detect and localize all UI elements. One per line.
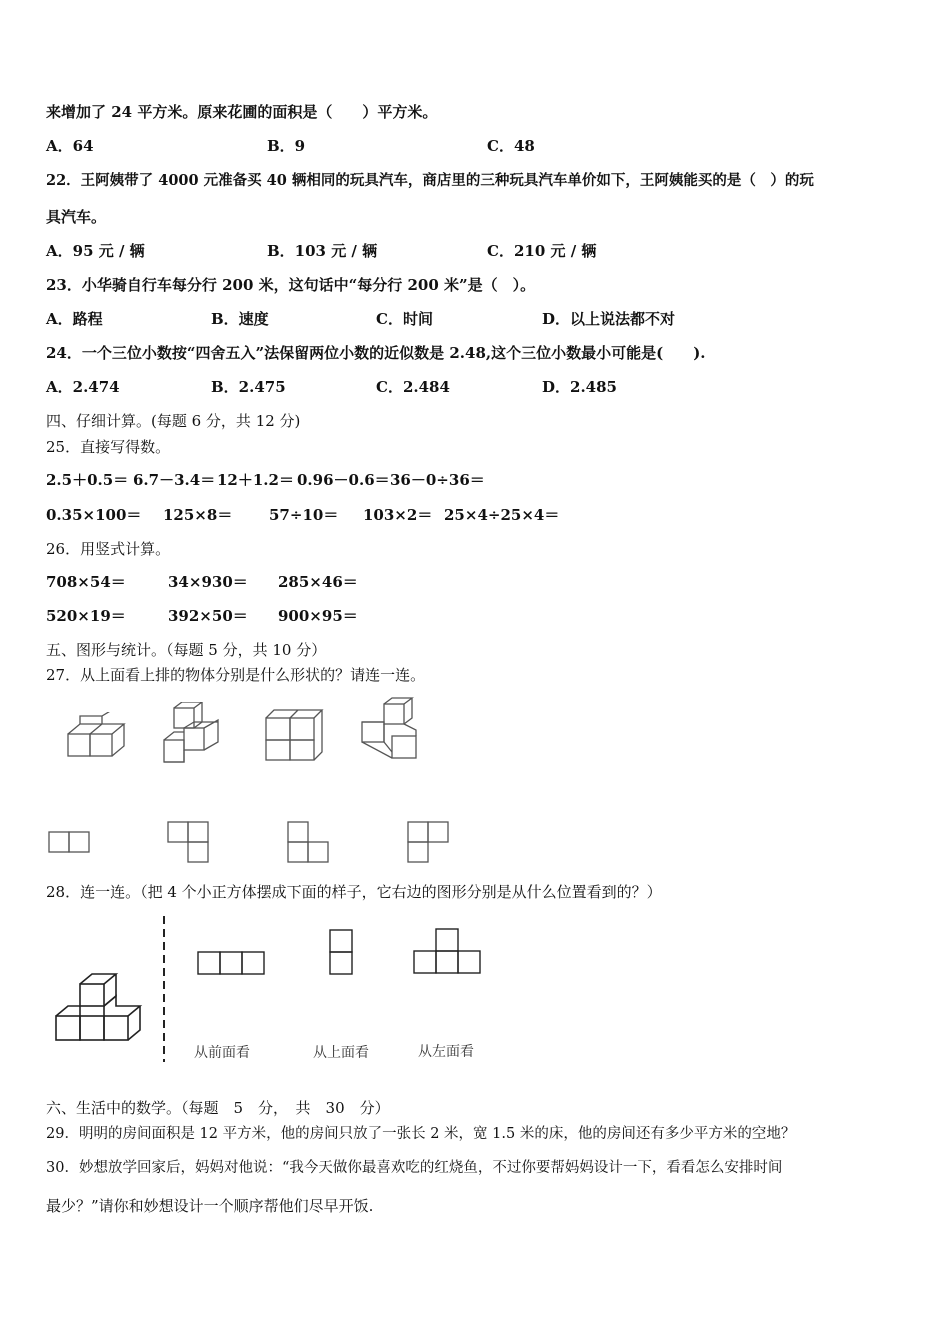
q25-expr: 125×8＝ — [163, 506, 233, 524]
q23-option-c[interactable]: C．时间 — [376, 310, 433, 328]
q27-solid-3 — [262, 706, 324, 762]
q26-expr: 520×19＝ — [46, 607, 126, 625]
q26-expr: 285×46＝ — [278, 573, 358, 591]
q27-view-4 — [406, 820, 452, 864]
q28-solid — [50, 968, 152, 1046]
q27-title: 27．从上面看上排的物体分别是什么形状的？请连一连。 — [46, 666, 426, 684]
q24-option-b[interactable]: B．2.475 — [211, 378, 286, 396]
q25-expr: 0.35×100＝ — [46, 506, 142, 524]
q23-option-b[interactable]: B．速度 — [211, 310, 269, 328]
q27-solid-1 — [66, 712, 126, 762]
q30-text-line1: 30．妙想放学回家后，妈妈对他说：“我今天做你最喜欢吃的红烧鱼，不过你要帮妈妈设计一下，看看怎么安排时间 — [46, 1160, 783, 1176]
q23-option-d[interactable]: D．以上说法都不对 — [542, 310, 676, 328]
q25-expr: 2.5＋0.5＝ — [46, 471, 129, 489]
q25-expr: 57÷10＝ — [269, 506, 339, 524]
q28-dashed-divider — [161, 916, 167, 1062]
q22-option-b[interactable]: B．103 元 / 辆 — [267, 242, 378, 260]
q21-option-b[interactable]: B．9 — [267, 137, 306, 155]
q27-view-3 — [286, 820, 332, 864]
q28-title: 28．连一连。（把 4 个小正方体摆成下面的样子，它右边的图形分别是从什么位置看到的？） — [46, 883, 662, 901]
q27-view-2 — [166, 820, 212, 864]
q25-expr: 103×2＝ — [363, 506, 433, 524]
q21-text: 来增加了 24 平方米。原来花圃的面积是（ ）平方米。 — [46, 103, 438, 121]
q26-expr: 708×54＝ — [46, 573, 126, 591]
q25-expr: 36－0÷36＝ — [390, 471, 485, 489]
q28-view-left — [413, 927, 483, 975]
q27-solid-4 — [358, 696, 424, 762]
section6-heading: 六、生活中的数学。（每题 5 分， 共 30 分） — [46, 1099, 390, 1117]
q25-expr: 6.7－3.4＝ — [133, 471, 216, 489]
q29-text: 29．明明的房间面积是 12 平方米，他的房间只放了一张长 2 米，宽 1.5 米的床，他的房间还有多少平方米的空地？ — [46, 1126, 796, 1142]
q22-text-line1: 22．王阿姨带了 4000 元准备买 40 辆相同的玩具汽车，商店里的三种玩具汽车单价如下，王阿姨能买的是（ ）的玩 — [46, 172, 814, 189]
q28-caption-top: 从上面看 — [313, 1045, 369, 1061]
q28-view-front — [197, 950, 267, 976]
q23-option-a[interactable]: A．路程 — [46, 310, 103, 328]
q25-title: 25．直接写得数。 — [46, 438, 171, 456]
q22-option-c[interactable]: C．210 元 / 辆 — [487, 242, 597, 260]
q21-option-a[interactable]: A．64 — [46, 137, 94, 155]
q28-caption-left: 从左面看 — [418, 1044, 474, 1060]
section4-heading: 四、仔细计算。(每题 6 分，共 12 分) — [46, 412, 301, 430]
q22-text-line2: 具汽车。 — [46, 208, 107, 226]
q21-option-c[interactable]: C．48 — [487, 137, 535, 155]
q24-option-c[interactable]: C．2.484 — [376, 378, 450, 396]
q28-view-top — [328, 928, 356, 976]
q25-expr: 25×4÷25×4＝ — [444, 506, 560, 524]
q22-option-a[interactable]: A．95 元 / 辆 — [46, 242, 145, 260]
q23-text: 23．小华骑自行车每分行 200 米，这句话中“每分行 200 米”是（ ）。 — [46, 276, 536, 294]
q30-text-line2: 最少？”请你和妙想设计一个顺序帮他们尽早开饭. — [46, 1197, 374, 1215]
q28-caption-front: 从前面看 — [194, 1045, 250, 1061]
section5-heading: 五、图形与统计。（每题 5 分，共 10 分） — [46, 641, 327, 659]
q26-expr: 900×95＝ — [278, 607, 358, 625]
q24-option-d[interactable]: D．2.485 — [542, 378, 617, 396]
q24-text: 24．一个三位小数按“四舍五入”法保留两位小数的近似数是 2.48,这个三位小数最小可能是( ). — [46, 344, 706, 362]
q27-solid-2 — [160, 702, 225, 766]
q26-expr: 392×50＝ — [168, 607, 248, 625]
q27-view-1 — [48, 830, 92, 854]
q25-expr: 0.96－0.6＝ — [297, 471, 390, 489]
q26-expr: 34×930＝ — [168, 573, 248, 591]
q25-expr: 12＋1.2＝ — [217, 471, 294, 489]
q26-title: 26．用竖式计算。 — [46, 540, 171, 558]
q24-option-a[interactable]: A．2.474 — [46, 378, 120, 396]
